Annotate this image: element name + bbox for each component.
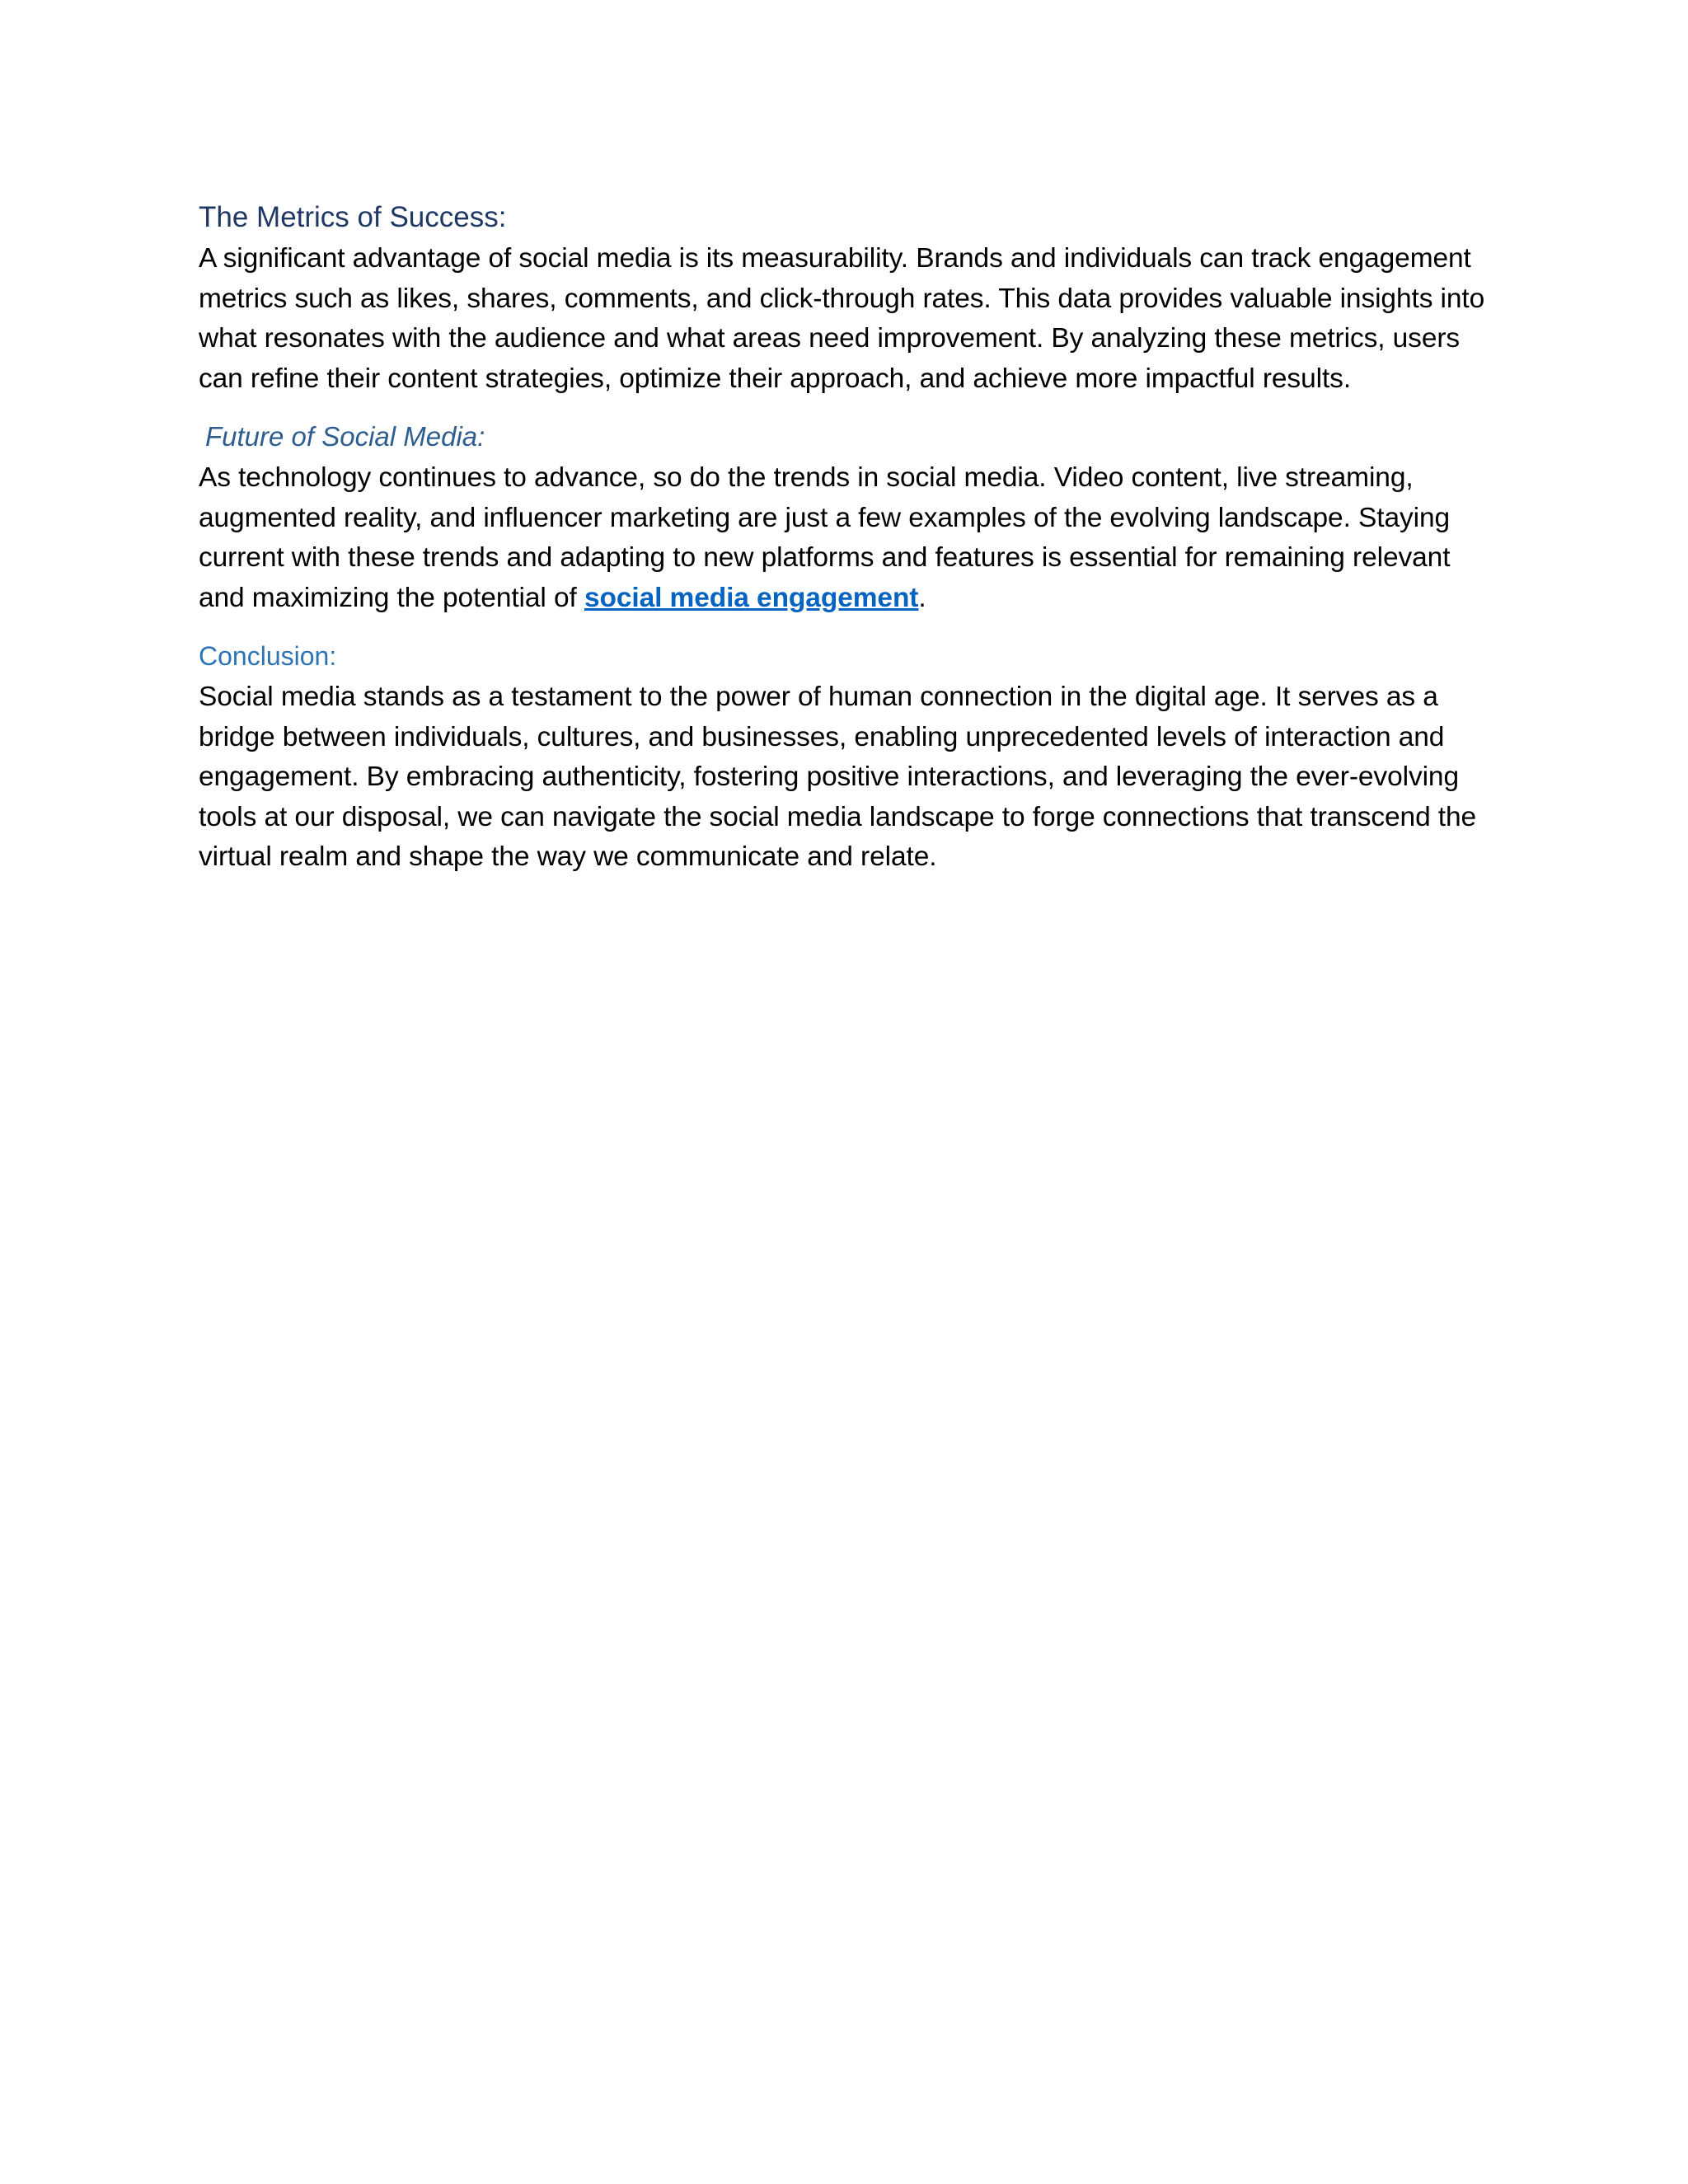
section-body-conclusion: Social media stands as a testament to the power of human connection in the digital age. It serves as a bridge between individuals, cultures, and businesses, enabling unprecedented levels of interaction and engagement. By embracing authenticity, fostering positive interactions, and leveraging the ever-evolving tools at our disposal, we can navigate the social media landscape to forge connections that transcend the virtual realm and shape the way we communicate and relate. <box>199 682 1477 872</box>
future-body-text: As technology continues to advance, so do the trends in social media. Video content, live streaming, augmented reality, and influencer marketing are just a few examples of the evolving landscape. Staying current with these trends and adapting to new platforms and features is essential for remaining relevant and maximizing the potential of <box>199 462 1451 613</box>
section-heading-future: Future of Social Media: <box>205 421 485 452</box>
future-body-period: . <box>918 582 926 613</box>
section-heading-conclusion: Conclusion: <box>199 641 337 671</box>
document-content <box>199 198 1501 878</box>
social-media-engagement-link[interactable]: social media engagement <box>584 582 919 613</box>
section-body-metrics: A significant advantage of social media is its measurability. Brands and individuals can track engagement metrics such as likes, shares, comments, and click-through rates. This data provides valuable insights into what resonates with the audience and what areas need improvement. By analyzing these metrics, users can refine their content strategies, optimize their approach, and achieve more impactful results. <box>199 243 1485 394</box>
section-heading-metrics: The Metrics of Success: <box>199 201 507 233</box>
section-body-future <box>199 458 1501 618</box>
